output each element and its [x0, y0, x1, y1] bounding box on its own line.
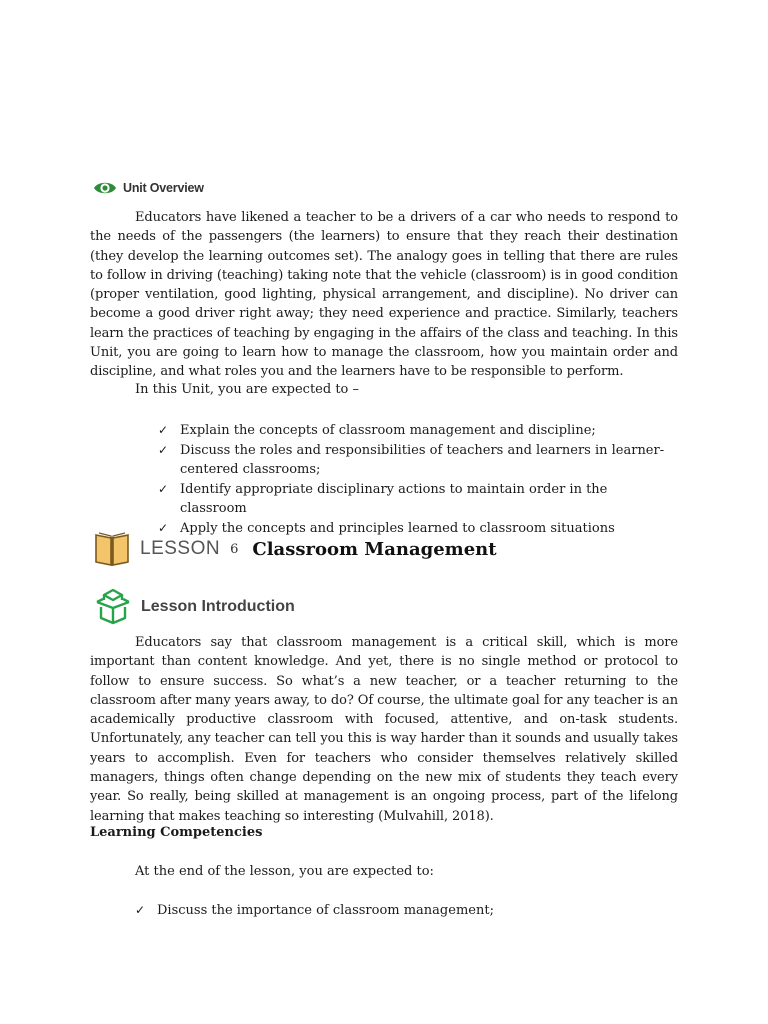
lesson-title: Classroom Management	[252, 538, 497, 560]
check-icon: ✓	[158, 442, 169, 457]
list-item	[135, 903, 494, 918]
eye-icon	[93, 179, 117, 197]
list-item	[158, 421, 668, 441]
check-icon: ✓	[158, 520, 169, 535]
competencies-list	[135, 903, 494, 918]
objective-text: Explain the concepts of classroom management and discipline;	[180, 423, 596, 438]
lesson-number: 6	[230, 541, 239, 557]
list-item	[158, 480, 668, 519]
objectives-list	[158, 421, 668, 538]
expect-intro: In this Unit, you are expected to –	[135, 382, 360, 397]
lesson-intro-paragraph: Educators say that classroom management is a critical skill, which is more important than content knowledge. And yet, there is no single method or protocol to follow to ensure success. So what’s a new teacher, or a teacher returning to the classroom after many years away, to do? Of course, the ultimate goal for any teacher is an academically productive classroom with focused, attentive, and on-task students. Unfortunately, any teacher can tell you this is way harder than it sounds and usually takes years to accomplish. Even for teachers who consider themselves relatively skilled managers, things often change depending on the new mix of students they teach every year. So really, being skilled at management is an ongoing process, part of the lifelong learning that makes teaching so interesting (Mulvahill, 2018).	[90, 635, 678, 824]
unit-overview-paragraph: Educators have likened a teacher to be a drivers of a car who needs to respond to the needs of the passengers (the learners) to ensure that they reach their destination (they develop the learning outcomes set). The analogy goes in telling that there are rules to follow in driving (teaching) taking note that the vehicle (classroom) is in good condition (proper ventilation, good lighting, physical arrangement, and discipline). No driver can become a good driver right away; they need experience and practice. Similarly, teachers learn the practices of teaching by engaging in the affairs of the class and teaching. In this Unit, you are going to learn how to manage the classroom, how you maintain order and discipline, and what roles you and the learners have to be responsible to perform.	[90, 210, 678, 380]
box-icon	[93, 588, 133, 626]
competencies-heading: Learning Competencies	[90, 825, 263, 840]
objective-text: Apply the concepts and principles learned to classroom situations	[180, 520, 615, 536]
objective-text: Identify appropriate disciplinary actions to maintain order in the classroom	[180, 481, 608, 516]
check-icon: ✓	[158, 481, 169, 496]
competency-text: Discuss the importance of classroom management;	[157, 903, 494, 918]
competencies-intro: At the end of the lesson, you are expected to:	[135, 864, 434, 879]
book-icon	[94, 530, 130, 568]
lesson-header	[94, 529, 497, 569]
lesson-intro-header	[93, 587, 295, 627]
objective-text: Discuss the roles and responsibilities of teachers and learners in learner-centered classrooms;	[180, 442, 665, 477]
lesson-intro-label: Lesson Introduction	[141, 598, 295, 615]
check-icon: ✓	[135, 903, 146, 917]
unit-overview-label: Unit Overview	[123, 181, 204, 195]
list-item	[158, 441, 668, 480]
check-icon: ✓	[158, 423, 169, 437]
lesson-word: LESSON	[140, 538, 221, 559]
unit-overview-header	[93, 177, 204, 199]
